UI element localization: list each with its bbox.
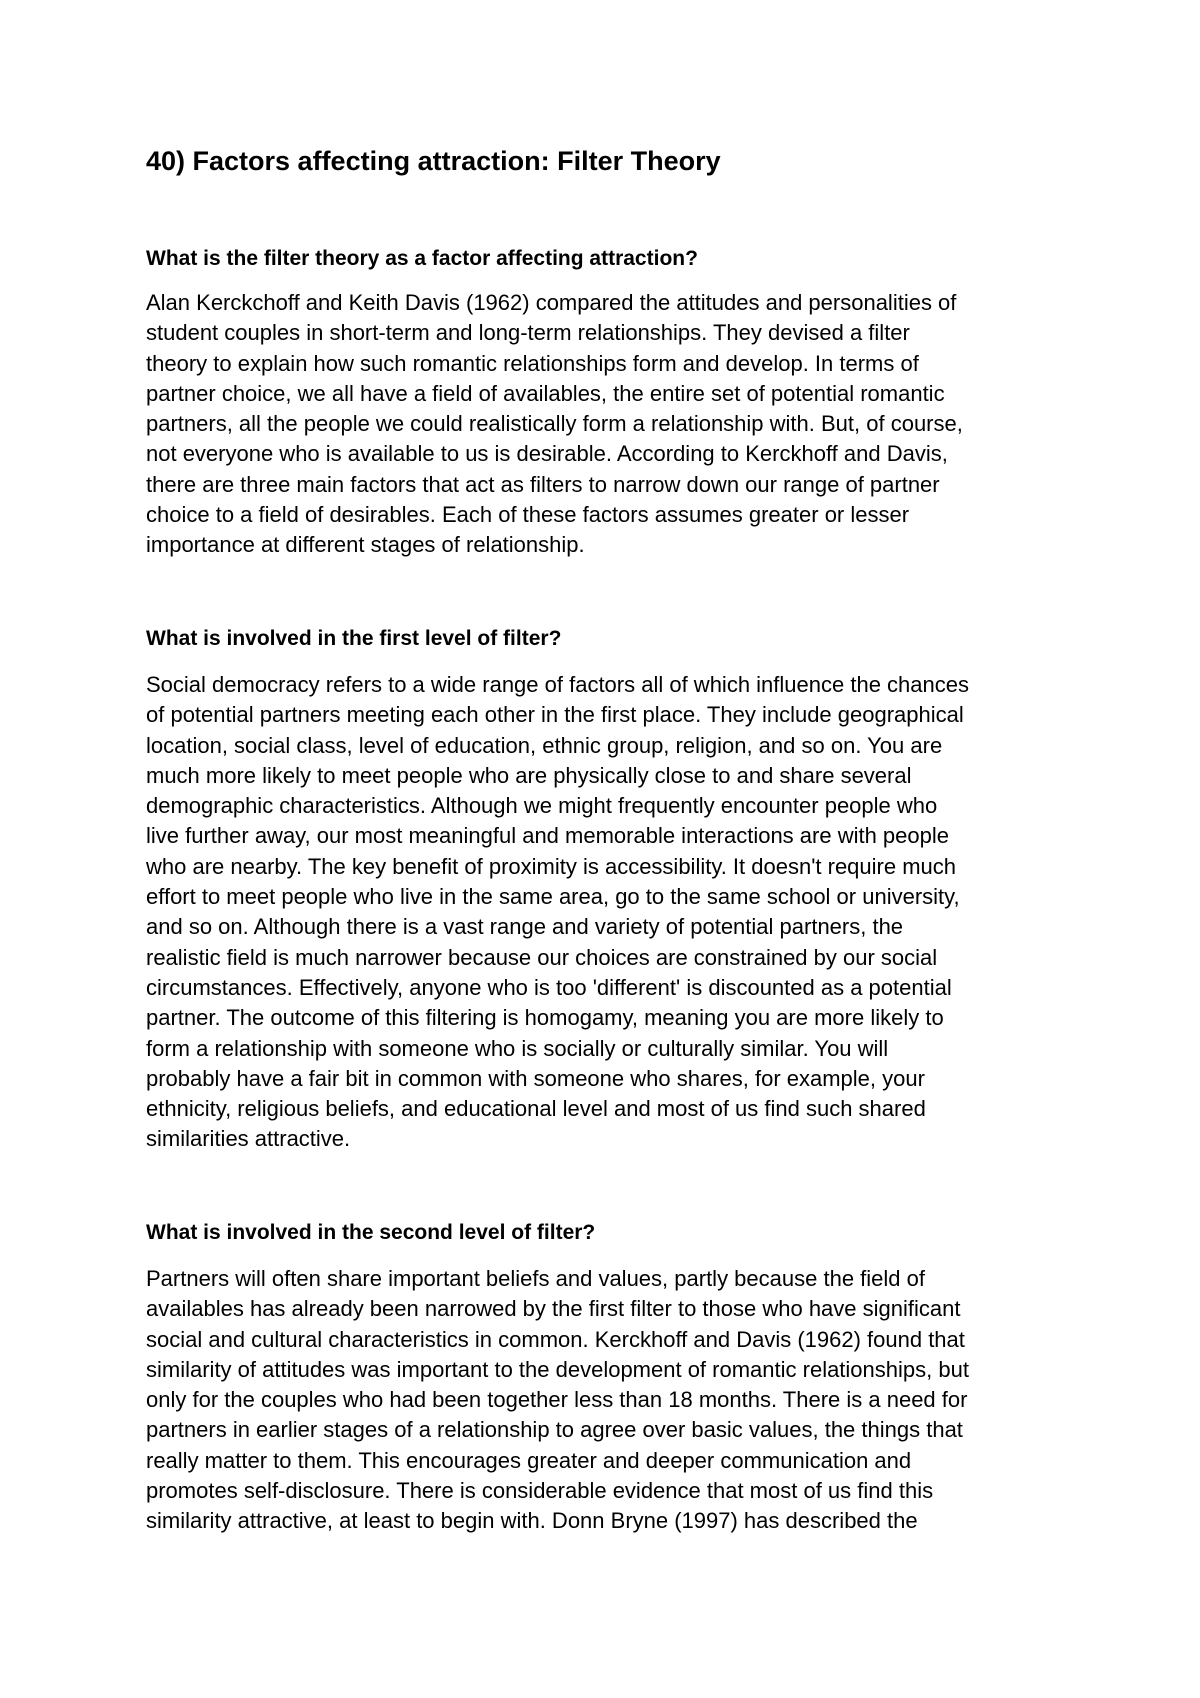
paragraph-line: promotes self-disclosure. There is considerable evidence that most of us find this	[146, 1478, 934, 1504]
paragraph-line: partners in earlier stages of a relationship to agree over basic values, the things that	[146, 1417, 963, 1443]
paragraph-line: location, social class, level of education, ethnic group, religion, and so on. You are	[146, 732, 943, 758]
paragraph-line: similarity of attitudes was important to the development of romantic relationships, but	[146, 1356, 969, 1382]
paragraph-line: theory to explain how such romantic relationships form and develop. In terms of	[146, 350, 919, 376]
section-paragraph-second-filter	[146, 1264, 1076, 1537]
paragraph-line: choice to a field of desirables. Each of these factors assumes greater or lesser	[146, 502, 910, 528]
paragraph-line: effort to meet people who live in the same area, go to the same school or university,	[146, 884, 960, 910]
section-heading-first-filter: What is involved in the first level of filter?	[146, 627, 562, 650]
paragraph-line: social and cultural characteristics in common. Kerckhoff and Davis (1962) found that	[146, 1326, 965, 1352]
paragraph-line: only for the couples who had been together less than 18 months. There is a need for	[146, 1387, 968, 1413]
paragraph-line: circumstances. Effectively, anyone who is too 'different' is discounted as a potential	[146, 974, 952, 1000]
page-title: 40) Factors affecting attraction: Filter Theory	[146, 146, 721, 176]
paragraph-line: not everyone who is available to us is desirable. According to Kerckhoff and Davis,	[146, 441, 948, 467]
paragraph-line: of potential partners meeting each other in the first place. They include geographical	[146, 702, 964, 728]
paragraph-line: really matter to them. This encourages greater and deeper communication and	[146, 1447, 912, 1473]
section-paragraph-first-filter	[146, 670, 1076, 1155]
paragraph-line: importance at different stages of relationship.	[146, 532, 585, 558]
paragraph-line: much more likely to meet people who are physically close to and share several	[146, 762, 912, 788]
section-paragraph-filter-theory	[146, 288, 1076, 561]
section-heading-filter-theory: What is the filter theory as a factor affecting attraction?	[146, 247, 698, 270]
paragraph-line: partner. The outcome of this filtering is homogamy, meaning you are more likely to	[146, 1005, 944, 1031]
paragraph-line: there are three main factors that act as filters to narrow down our range of partner	[146, 471, 940, 497]
paragraph-line: who are nearby. The key benefit of proximity is accessibility. It doesn't require much	[146, 853, 957, 879]
paragraph-line: similarity attractive, at least to begin with. Donn Bryne (1997) has described the	[146, 1508, 918, 1534]
paragraph-line: Social democracy refers to a wide range of factors all of which influence the chances	[146, 672, 969, 697]
section-heading-second-filter: What is involved in the second level of filter?	[146, 1221, 596, 1244]
paragraph-line: and so on. Although there is a vast range and variety of potential partners, the	[146, 914, 904, 940]
paragraph-line: partner choice, we all have a field of availables, the entire set of potential romantic	[146, 380, 945, 406]
paragraph-line: student couples in short-term and long-term relationships. They devised a filter	[146, 320, 910, 346]
paragraph-line: partners, all the people we could realistically form a relationship with. But, of course,	[146, 411, 963, 437]
paragraph-line: similarities attractive.	[146, 1126, 351, 1152]
paragraph-line: Alan Kerckchoff and Keith Davis (1962) compared the attitudes and personalities of	[146, 290, 957, 315]
paragraph-line: live further away, our most meaningful and memorable interactions are with people	[146, 823, 949, 849]
paragraph-line: form a relationship with someone who is socially or culturally similar. You will	[146, 1035, 889, 1061]
paragraph-line: demographic characteristics. Although we might frequently encounter people who	[146, 793, 938, 819]
paragraph-line: realistic field is much narrower because our choices are constrained by our social	[146, 944, 938, 970]
paragraph-line: probably have a fair bit in common with someone who shares, for example, your	[146, 1065, 925, 1091]
paragraph-line: availables has already been narrowed by the first filter to those who have significant	[146, 1296, 961, 1322]
paragraph-line: Partners will often share important beliefs and values, partly because the field of	[146, 1266, 925, 1291]
paragraph-line: ethnicity, religious beliefs, and educational level and most of us find such shared	[146, 1096, 926, 1122]
